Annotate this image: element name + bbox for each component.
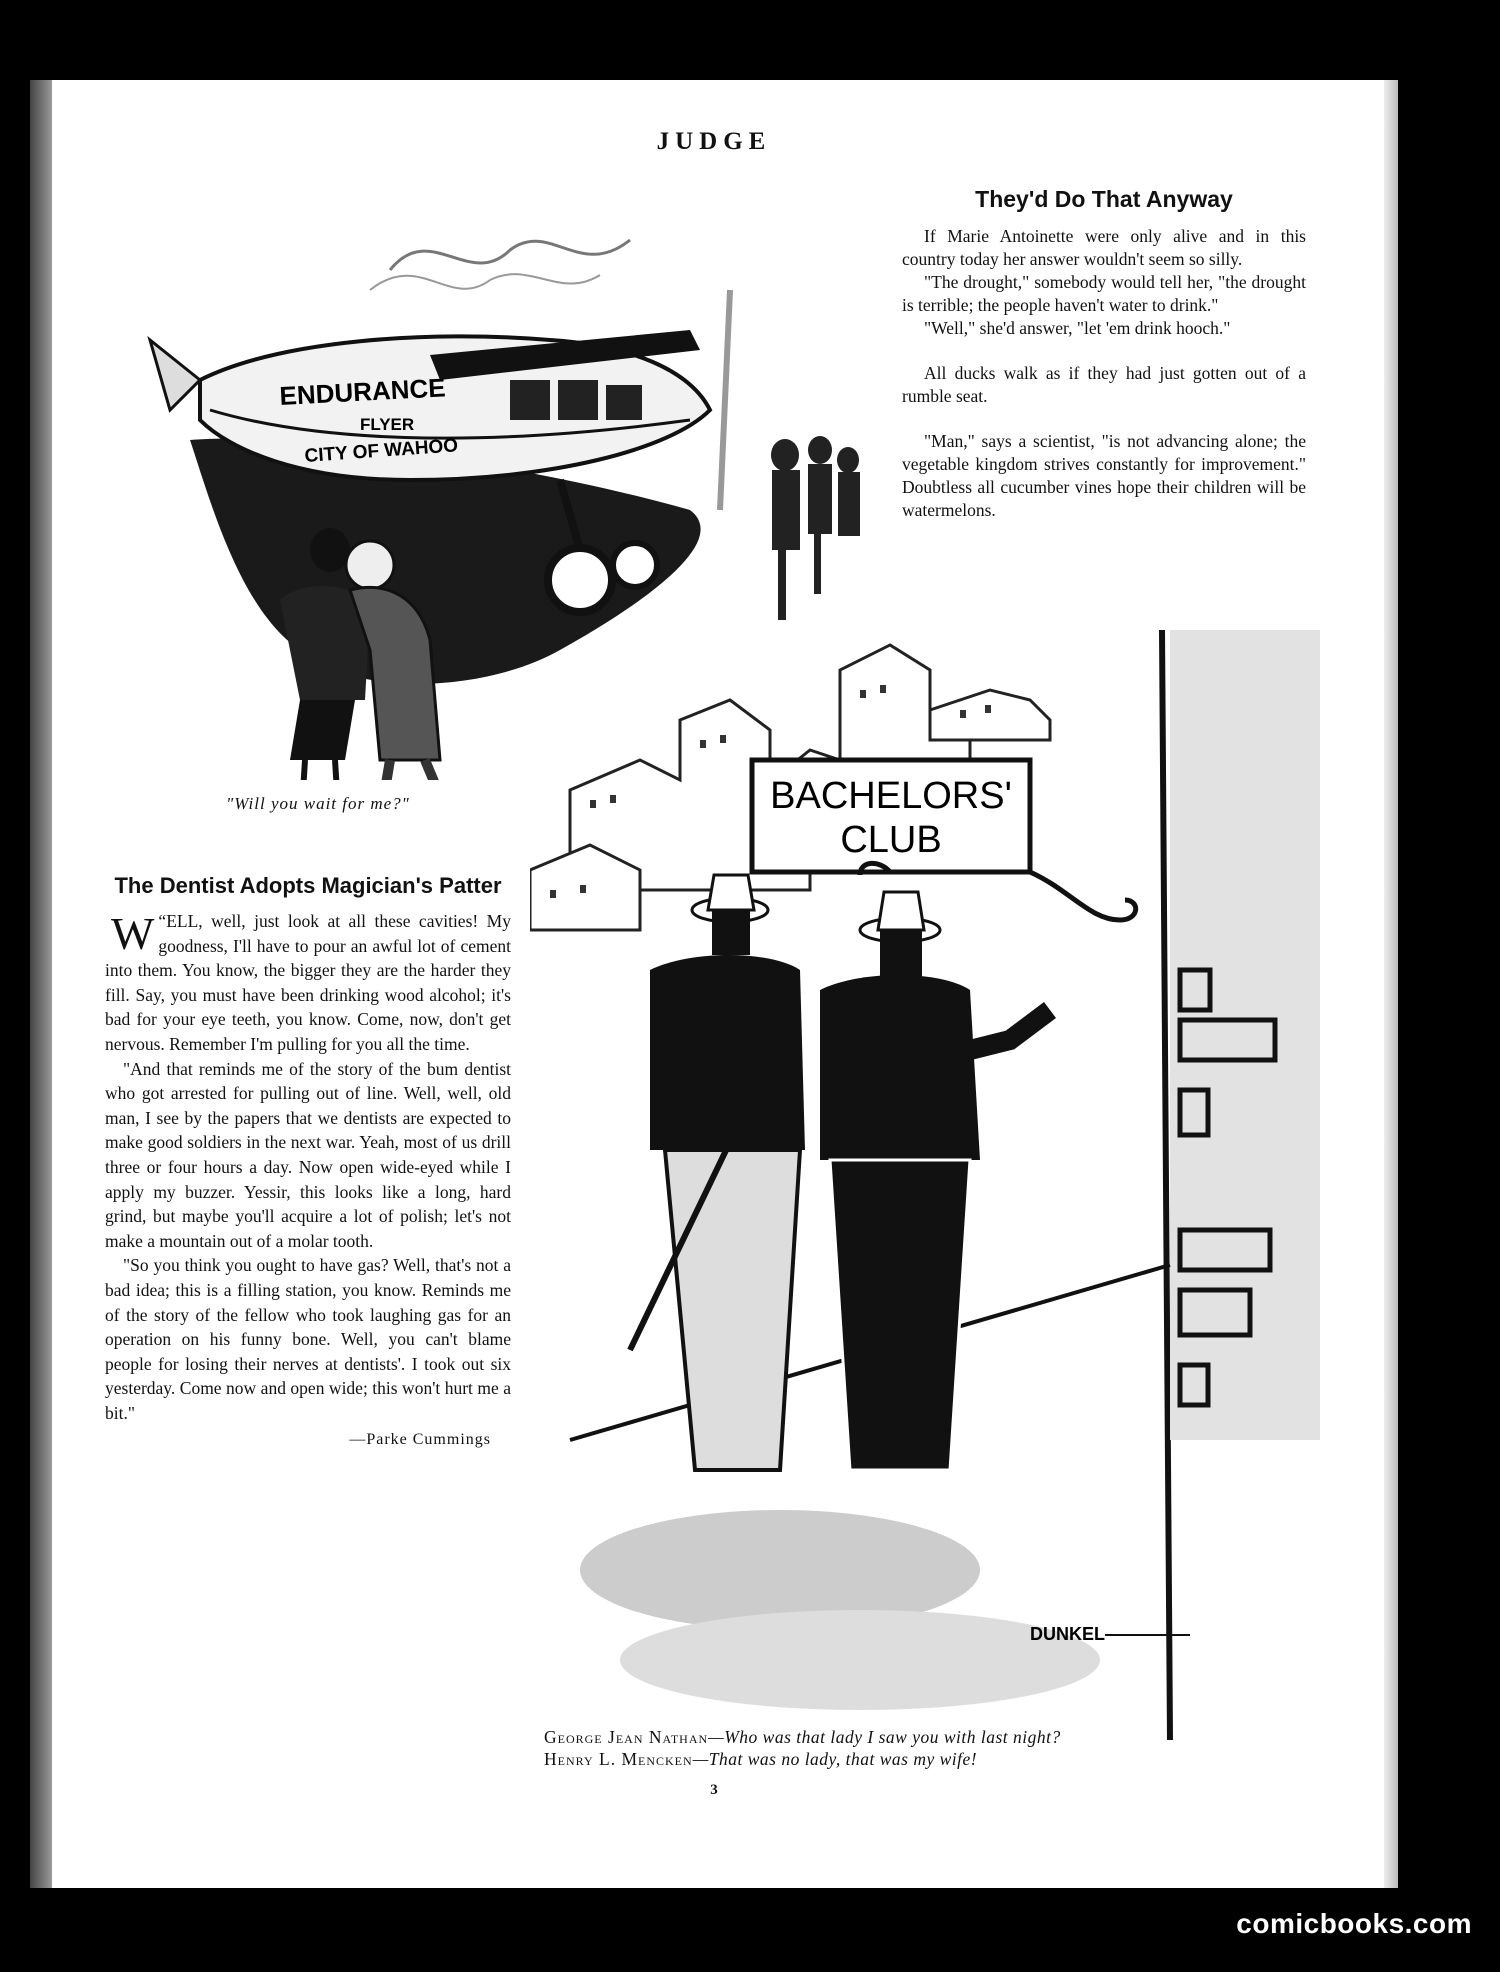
magazine-page	[30, 80, 1398, 1888]
dialogue-1: —Who was that lady I saw you with last night?	[708, 1727, 1061, 1747]
anyway-paragraph: "Well," she'd answer, "let 'em drink hooch."	[924, 318, 1231, 338]
dentist-paragraph: “ W ELL, well, just look at all these cavities! My goodness, I'll have to pour an awful lot of cement into them. You know, the bigger they are the harder they fill. Say, you must have been drinking wood alcohol; it's bad for your eye teeth, you know. Come, now, don't get nervous. Remember I'm pulling for you all the time.	[105, 908, 511, 1054]
anyway-paragraph: All ducks walk as if they had just gotten out of a rumble seat.	[902, 363, 1306, 406]
caption-line-1	[544, 1726, 1344, 1748]
dentist-paragraph-text: ELL, well, just look at all these cavities! My goodness, I'll have to pour an awful lot of cement into them. You know, the bigger they are the harder they fill. Say, you must have been drinking wood alcohol; it's bad for your eye teeth, you know. Come, now, don't get nervous. Remember I'm pulling for you all the time.	[105, 911, 511, 1054]
sign-line2: CLUB	[840, 819, 942, 861]
page-edge	[1384, 80, 1398, 1888]
anyway-paragraph: "Man," says a scientist, "is not advancing alone; the vegetable kingdom strives constantly for improvement." Doubtless all cucumber vines hope their children will be watermelons.	[902, 431, 1306, 520]
byline: —Parke Cummings	[349, 1431, 491, 1449]
dentist-paragraph: "And that reminds me of the story of the bum dentist who got arrested for pulling out of line. Well, well, old man, I see by the papers that we dentists are expected to make good soldiers in the next war. Yeah, most of us drill three or four hours a day. Now open wide-eyed while I apply my buzzer. Yessir, this looks like a long, hard grind, but maybe you'll acquire a lot of polish; let's not make a mountain out of a molar tooth.	[105, 1058, 511, 1251]
sign-line1: BACHELORS'	[770, 775, 1012, 817]
dialogue-2: —That was no lady, that was my wife!	[692, 1749, 978, 1769]
dentist-article	[105, 872, 511, 1449]
artist-signature: DUNKEL	[1030, 1624, 1105, 1644]
page-spine	[30, 80, 52, 1888]
speaker-1: George Jean Nathan	[544, 1727, 709, 1747]
club-cartoon	[530, 630, 1320, 1740]
magazine-header: JUDGE	[656, 128, 772, 155]
plane-text-3: CITY OF WAHOO	[303, 435, 459, 467]
drop-cap: W	[111, 908, 155, 959]
dentist-title: The Dentist Adopts Magician's Patter	[114, 873, 502, 898]
caption-line-2	[544, 1748, 1344, 1770]
anyway-paragraph: "The drought," somebody would tell her, "the drought is terrible; the people haven't water to drink."	[902, 272, 1306, 315]
watermark: comicbooks.com	[1236, 1908, 1472, 1939]
page-number: 3	[710, 1782, 718, 1798]
anyway-title: They'd Do That Anyway	[975, 186, 1233, 212]
plane-text-1: ENDURANCE	[278, 372, 447, 411]
plane-text-2: FLYER	[360, 415, 415, 434]
club-caption	[544, 1726, 1344, 1770]
speaker-2: Henry L. Mencken	[544, 1749, 693, 1769]
dentist-paragraph: "So you think you ought to have gas? Well, that's not a bad idea; this is a filling station, you know. Reminds me of the story of the fellow who took laughing gas for an operation on his funny bone. Well, you can't blame people for losing their nerves at dentists'. I took out six yesterday. Come now and open wide; this won't hurt me a bit."	[105, 1255, 511, 1423]
plane-caption: "Will you wait for me?"	[226, 794, 410, 813]
anyway-paragraph: If Marie Antoinette were only alive and in this country today her answer wouldn't seem so silly.	[902, 226, 1306, 269]
anyway-article	[902, 186, 1306, 522]
